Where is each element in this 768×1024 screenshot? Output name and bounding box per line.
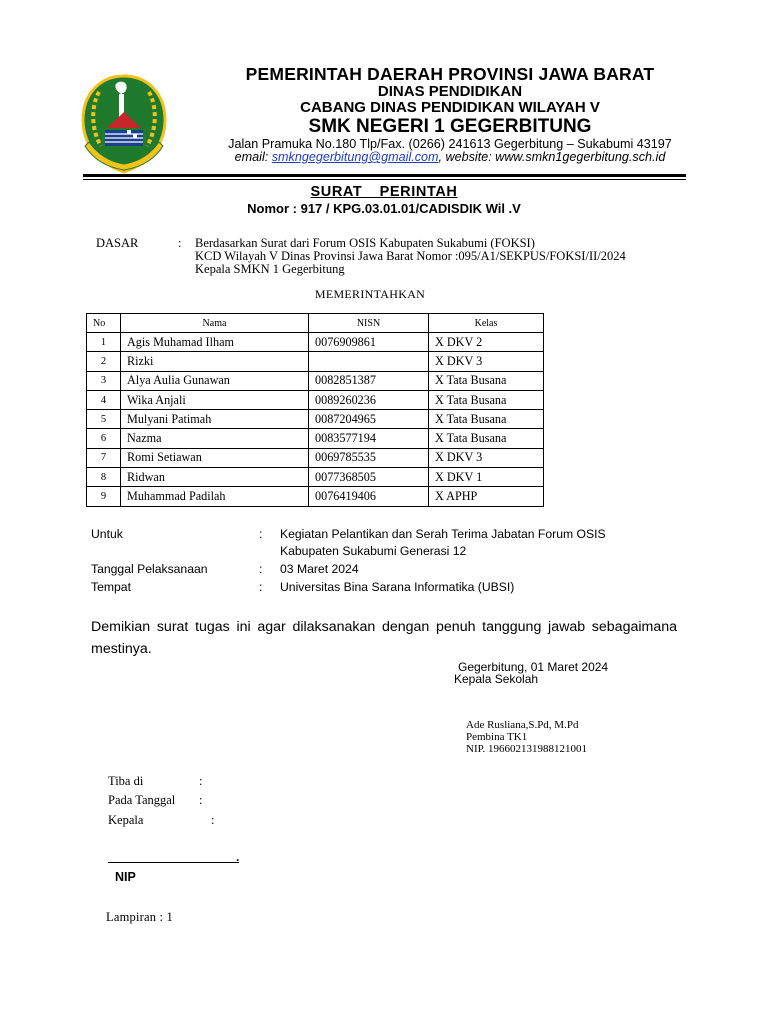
memerintahkan-heading: MEMERINTAHKAN: [314, 287, 426, 301]
letterhead-rule-thin: [83, 179, 686, 180]
cell-nama: Rizki: [121, 352, 309, 371]
cell-nisn: 0083577194: [309, 429, 429, 448]
cell-no: 1: [87, 333, 121, 352]
cell-kelas: X DKV 3: [429, 352, 544, 371]
cell-nisn: 0076419406: [309, 487, 429, 506]
cell-nisn: 0082851387: [309, 371, 429, 390]
dasar-colon: :: [178, 236, 182, 250]
cell-no: 2: [87, 352, 121, 371]
table-row: [87, 371, 544, 390]
cell-nisn: 0069785535: [309, 448, 429, 467]
cell-nisn: 0089260236: [309, 390, 429, 409]
arrival-nip-label: NIP: [115, 870, 136, 884]
untuk-value-line-2: Kabupaten Sukabumi Generasi 12: [280, 544, 467, 558]
table-header-row: [87, 314, 544, 333]
emblem-icon: [75, 72, 173, 176]
cell-kelas: X Tata Busana: [429, 371, 544, 390]
tanggal-value: 03 Maret 2024: [280, 562, 359, 576]
tiba-colon: :: [199, 774, 203, 788]
email-prefix: email:: [234, 150, 272, 164]
pada-tanggal-colon: :: [199, 793, 203, 807]
cell-no: 7: [87, 448, 121, 467]
tiba-label: Tiba di: [108, 774, 144, 788]
arrival-signature-dot: .: [236, 850, 240, 864]
student-table: [86, 313, 544, 507]
cell-nama: Muhammad Padilah: [121, 487, 309, 506]
tempat-colon: :: [259, 580, 263, 594]
kop-address: Jalan Pramuka No.180 Tlp/Fax. (0266) 241613 Gegerbitung – Sukabumi 43197: [228, 137, 672, 151]
cell-nama: Ridwan: [121, 468, 309, 487]
table-row: [87, 468, 544, 487]
kop-contact: [190, 150, 710, 164]
signature-rank: Pembina TK1: [466, 731, 528, 743]
email-link[interactable]: smkngegerbitung@gmail.com: [271, 150, 439, 164]
lampiran: Lampiran : 1: [106, 910, 173, 924]
header-no: No: [87, 314, 121, 333]
dasar-line-2: KCD Wilayah V Dinas Provinsi Jawa Barat Nomor :095/A1/SEKPUS/FOKSI/II/2024: [195, 249, 626, 263]
untuk-label: Untuk: [91, 527, 123, 541]
jawa-barat-emblem-logo: [75, 72, 173, 176]
table-row: [87, 410, 544, 429]
signature-role: Kepala Sekolah: [454, 672, 539, 686]
dasar-line-3: Kepala SMKN 1 Gegerbitung: [195, 262, 345, 276]
untuk-value-line-1: Kegiatan Pelantikan dan Serah Terima Jabatan Forum OSIS: [280, 527, 606, 541]
document-title: SURAT PERINTAH: [310, 184, 458, 200]
letterhead-rule-thick: [83, 174, 686, 177]
dasar-label: DASAR: [96, 236, 139, 250]
cell-no: 8: [87, 468, 121, 487]
table-row: [87, 352, 544, 371]
arrival-signature-line: [108, 862, 239, 863]
cell-nama: Romi Setiawan: [121, 448, 309, 467]
kepala-label: Kepala: [108, 813, 144, 827]
cell-no: 9: [87, 487, 121, 506]
closing-paragraph: Demikian surat tugas ini agar dilaksanakan dengan penuh tanggung jawab sebagaimana mestinya.: [91, 619, 677, 657]
header-nama: Nama: [121, 314, 309, 333]
tempat-value: Universitas Bina Sarana Informatika (UBSI): [280, 580, 515, 594]
cell-no: 5: [87, 410, 121, 429]
kop-agency: DINAS PENDIDIKAN: [377, 83, 523, 100]
signature-name: Ade Rusliana,S.Pd, M.Pd: [466, 719, 579, 731]
kepala-colon: :: [211, 813, 215, 827]
cell-nisn: 0087204965: [309, 410, 429, 429]
cell-nama: Alya Aulia Gunawan: [121, 371, 309, 390]
kop-school-name: SMK NEGERI 1 GEGERBITUNG: [308, 116, 592, 137]
cell-kelas: X Tata Busana: [429, 429, 544, 448]
pada-tanggal-label: Pada Tanggal: [108, 793, 176, 807]
cell-nisn: 0077368505: [309, 468, 429, 487]
untuk-colon: :: [259, 527, 263, 541]
cell-nama: Nazma: [121, 429, 309, 448]
signature-place-date: Gegerbitung, 01 Maret 2024: [458, 660, 609, 674]
cell-kelas: X Tata Busana: [429, 390, 544, 409]
cell-nisn: 0076909861: [309, 333, 429, 352]
kop-government: PEMERINTAH DAERAH PROVINSI JAWA BARAT: [245, 64, 655, 84]
cell-nisn: [309, 352, 429, 371]
cell-no: 6: [87, 429, 121, 448]
cell-kelas: X DKV 2: [429, 333, 544, 352]
cell-kelas: X DKV 1: [429, 468, 544, 487]
cell-kelas: X APHP: [429, 487, 544, 506]
table-row: [87, 487, 544, 506]
document-number: Nomor : 917 / KPG.03.01.01/CADISDIK Wil .V: [247, 201, 521, 216]
cell-nama: Mulyani Patimah: [121, 410, 309, 429]
tanggal-colon: :: [259, 562, 263, 576]
header-nisn: NISN: [309, 314, 429, 333]
table-row: [87, 448, 544, 467]
cell-no: 4: [87, 390, 121, 409]
tempat-label: Tempat: [91, 580, 131, 594]
cell-no: 3: [87, 371, 121, 390]
header-kelas: Kelas: [429, 314, 544, 333]
cell-nama: Wika Anjali: [121, 390, 309, 409]
table-row: [87, 333, 544, 352]
cell-nama: Agis Muhamad Ilham: [121, 333, 309, 352]
tanggal-label: Tanggal Pelaksanaan: [91, 562, 208, 576]
dasar-line-1: Berdasarkan Surat dari Forum OSIS Kabupaten Sukabumi (FOKSI): [195, 236, 535, 250]
website-text: , website: www.smkn1gegerbitung.sch.id: [438, 150, 666, 164]
signature-nip: NIP. 196602131988121001: [466, 743, 588, 755]
cell-kelas: X Tata Busana: [429, 410, 544, 429]
cell-kelas: X DKV 3: [429, 448, 544, 467]
table-row: [87, 390, 544, 409]
table-row: [87, 429, 544, 448]
kop-branch: CABANG DINAS PENDIDIKAN WILAYAH V: [300, 99, 600, 116]
